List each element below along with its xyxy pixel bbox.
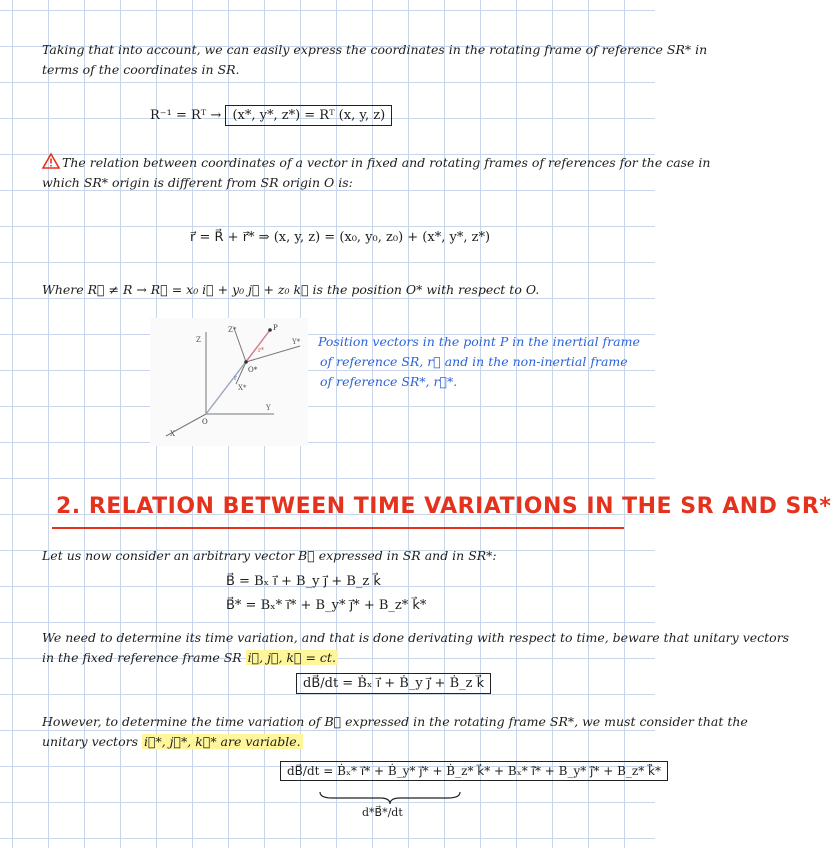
intro-line-2: terms of the coordinates in SR. <box>42 62 240 77</box>
underbrace <box>318 790 462 806</box>
fig-label-p: P <box>273 324 278 332</box>
need-line-2-text: in the fixed reference frame SR <box>42 650 246 665</box>
transpose-lhs: R⁻¹ = Rᵀ → <box>150 108 222 123</box>
fig-label-y: Y <box>266 404 271 412</box>
intro-line-1: Taking that into account, we can easily express the coordinates in the rotating frame of reference SR* in <box>42 42 708 57</box>
caption-line-2: of reference SR, r⃗ and in the non-inertial frame <box>320 354 628 369</box>
position-equation: r⃗ = R⃗ + r⃗* ⇒ (x, y, z) = (x₀, y₀, z₀) + (x*, y*, z*) <box>190 230 491 245</box>
need-line-1: We need to determine its time variation, and that is done derivating with respect to time, beware that unitary vectors <box>42 630 790 645</box>
db-dt-star-boxed: dB⃗/dt = Ḃₓ* i⃗* + Ḃ_y* j⃗* + Ḃ_z* k⃗* + Bₓ* i⃗̇* + B_y* j⃗̇* + B_z* k⃗̇* <box>280 761 668 781</box>
reference-frames-figure <box>150 318 308 446</box>
db-dt-equation <box>296 676 491 691</box>
fig-label-y-star: Y* <box>292 338 301 346</box>
constant-vectors-highlight: i⃗, j⃗, k⃗ = ct. <box>247 650 336 665</box>
caption-line-1: Position vectors in the point P in the inertial frame <box>318 334 640 349</box>
fig-label-x: X <box>170 430 175 438</box>
arbitrary-vector-line: Let us now consider an arbitrary vector B⃗ expressed in SR and in SR*: <box>42 548 497 563</box>
fig-label-r: r <box>234 375 237 382</box>
fig-label-x-star: X* <box>238 384 247 392</box>
transpose-equation <box>150 108 392 123</box>
fig-label-z-star: Z* <box>228 326 237 334</box>
where-line: Where R⃗ ≠ R → R⃗ = x₀ i⃗ + y₀ j⃗ + z₀ k⃗ is the position O* with respect to O. <box>42 282 540 297</box>
variable-vectors-highlight: i⃗*, j⃗*, k⃗* are variable. <box>143 734 301 749</box>
caption-line-3: of reference SR*, r⃗*. <box>320 374 458 389</box>
warning-icon <box>42 153 60 169</box>
fig-label-z: Z <box>196 336 201 344</box>
fig-label-o: O <box>202 418 208 426</box>
warning-line-2: which SR* origin is different from SR origin O is: <box>42 175 353 190</box>
however-line-1: However, to determine the time variation of B⃗ expressed in the rotating frame SR*, we must consider that the <box>42 714 748 729</box>
fig-label-r-star: r* <box>258 347 264 354</box>
fig-label-o-star: O* <box>248 366 258 374</box>
however-line-2-text: unitary vectors <box>42 734 142 749</box>
heading-underline <box>52 527 624 529</box>
transpose-boxed: (x*, y*, z*) = Rᵀ (x, y, z) <box>225 105 392 126</box>
however-line-2 <box>42 732 303 751</box>
underbrace-label: d*B⃗*/dt <box>362 806 403 819</box>
b-star-equation: B⃗* = Bₓ* i⃗* + B_y* j⃗* + B_z* k⃗* <box>226 598 427 613</box>
db-dt-star-equation <box>280 764 668 779</box>
need-line-2 <box>42 648 338 667</box>
warning-line-1: The relation between coordinates of a vector in fixed and rotating frames of references for the case in <box>62 155 711 170</box>
db-dt-boxed: dB⃗/dt = Ḃₓ i⃗ + Ḃ_y j⃗ + Ḃ_z k⃗ <box>296 673 491 694</box>
b-equation: B⃗ = Bₓ i⃗ + B_y j⃗ + B_z k⃗ <box>226 574 381 589</box>
section-heading: 2. RELATION BETWEEN TIME VARIATIONS IN THE SR AND SR* <box>56 494 831 519</box>
